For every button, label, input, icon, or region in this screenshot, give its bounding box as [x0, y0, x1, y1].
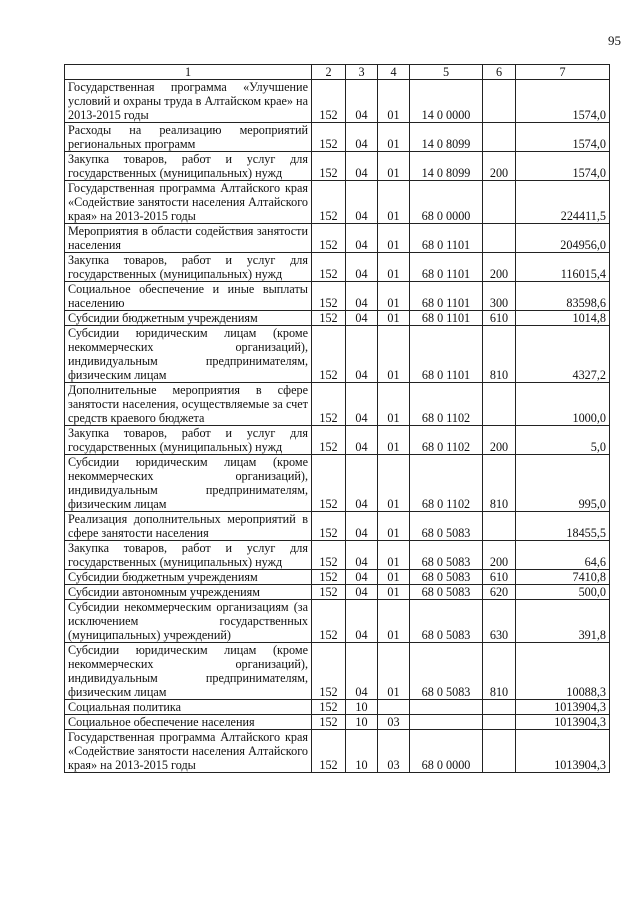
target-item-code-cell	[410, 715, 483, 730]
ministry-code-cell: 152	[312, 715, 346, 730]
amount-cell: 4327,2	[516, 326, 610, 383]
subsection-code-cell: 01	[378, 123, 410, 152]
amount-cell: 1574,0	[516, 152, 610, 181]
section-code-cell: 04	[346, 253, 378, 282]
amount-cell: 1013904,3	[516, 700, 610, 715]
expense-type-cell	[483, 730, 516, 773]
amount-cell: 995,0	[516, 455, 610, 512]
section-code-cell: 04	[346, 123, 378, 152]
section-code-cell: 04	[346, 181, 378, 224]
ministry-code-cell: 152	[312, 181, 346, 224]
expense-type-cell: 620	[483, 585, 516, 600]
expense-type-cell	[483, 224, 516, 253]
section-code-cell: 04	[346, 80, 378, 123]
table-row	[65, 512, 610, 541]
ministry-code-cell: 152	[312, 541, 346, 570]
ministry-code-cell: 152	[312, 383, 346, 426]
section-code-cell: 04	[346, 282, 378, 311]
table-row	[65, 123, 610, 152]
table-header-row	[65, 65, 610, 80]
ministry-code-cell: 152	[312, 585, 346, 600]
section-code-cell: 04	[346, 455, 378, 512]
target-item-code-cell: 68 0 1102	[410, 383, 483, 426]
target-item-code-cell	[410, 700, 483, 715]
expense-type-cell: 200	[483, 152, 516, 181]
expense-type-cell: 200	[483, 541, 516, 570]
table-row	[65, 80, 610, 123]
expense-type-cell	[483, 715, 516, 730]
amount-cell: 1014,8	[516, 311, 610, 326]
section-code-cell: 04	[346, 570, 378, 585]
row-name-cell: Субсидии юридическим лицам (кроме некоммерческих организаций), индивидуальным предпринимателям, физическим лицам	[65, 455, 312, 512]
row-name-cell: Субсидии бюджетным учреждениям	[65, 570, 312, 585]
expense-type-cell: 610	[483, 570, 516, 585]
column-header: 7	[516, 65, 610, 80]
subsection-code-cell: 01	[378, 541, 410, 570]
row-name-cell: Социальная политика	[65, 700, 312, 715]
section-code-cell: 04	[346, 224, 378, 253]
target-item-code-cell: 68 0 1102	[410, 455, 483, 512]
amount-cell: 10088,3	[516, 643, 610, 700]
expense-type-cell	[483, 181, 516, 224]
table-row	[65, 715, 610, 730]
row-name-cell: Социальное обеспечение и иные выплаты населению	[65, 282, 312, 311]
budget-table	[64, 64, 610, 773]
row-name-cell: Реализация дополнительных мероприятий в сфере занятости населения	[65, 512, 312, 541]
amount-cell: 83598,6	[516, 282, 610, 311]
ministry-code-cell: 152	[312, 282, 346, 311]
row-name-cell: Закупка товаров, работ и услуг для государственных (муниципальных) нужд	[65, 426, 312, 455]
target-item-code-cell: 68 0 1101	[410, 282, 483, 311]
amount-cell: 1574,0	[516, 123, 610, 152]
expense-type-cell	[483, 80, 516, 123]
expense-type-cell	[483, 123, 516, 152]
column-header: 1	[65, 65, 312, 80]
target-item-code-cell: 68 0 1101	[410, 253, 483, 282]
section-code-cell: 04	[346, 311, 378, 326]
ministry-code-cell: 152	[312, 326, 346, 383]
expense-type-cell: 610	[483, 311, 516, 326]
ministry-code-cell: 152	[312, 700, 346, 715]
table-row	[65, 224, 610, 253]
subsection-code-cell: 01	[378, 600, 410, 643]
row-name-cell: Мероприятия в области содействия занятости населения	[65, 224, 312, 253]
target-item-code-cell: 68 0 0000	[410, 181, 483, 224]
row-name-cell: Закупка товаров, работ и услуг для государственных (муниципальных) нужд	[65, 541, 312, 570]
subsection-code-cell	[378, 700, 410, 715]
row-name-cell: Государственная программа Алтайского края «Содействие занятости населения Алтайского края» на 2013-2015 годы	[65, 730, 312, 773]
amount-cell: 7410,8	[516, 570, 610, 585]
table-row	[65, 326, 610, 383]
amount-cell: 391,8	[516, 600, 610, 643]
column-header: 6	[483, 65, 516, 80]
row-name-cell: Закупка товаров, работ и услуг для государственных (муниципальных) нужд	[65, 152, 312, 181]
subsection-code-cell: 01	[378, 643, 410, 700]
ministry-code-cell: 152	[312, 123, 346, 152]
expense-type-cell: 810	[483, 455, 516, 512]
amount-cell: 1013904,3	[516, 715, 610, 730]
target-item-code-cell: 68 0 5083	[410, 570, 483, 585]
ministry-code-cell: 152	[312, 311, 346, 326]
target-item-code-cell: 68 0 5083	[410, 643, 483, 700]
table-row	[65, 455, 610, 512]
column-header: 5	[410, 65, 483, 80]
table-row	[65, 541, 610, 570]
section-code-cell: 10	[346, 730, 378, 773]
ministry-code-cell: 152	[312, 224, 346, 253]
row-name-cell: Субсидии юридическим лицам (кроме некоммерческих организаций), индивидуальным предпринимателям, физическим лицам	[65, 326, 312, 383]
target-item-code-cell: 68 0 5083	[410, 512, 483, 541]
table-row	[65, 282, 610, 311]
amount-cell: 1013904,3	[516, 730, 610, 773]
expense-type-cell: 630	[483, 600, 516, 643]
ministry-code-cell: 152	[312, 730, 346, 773]
row-name-cell: Субсидии юридическим лицам (кроме некоммерческих организаций), индивидуальным предпринимателям, физическим лицам	[65, 643, 312, 700]
subsection-code-cell: 01	[378, 383, 410, 426]
ministry-code-cell: 152	[312, 426, 346, 455]
section-code-cell: 04	[346, 585, 378, 600]
ministry-code-cell: 152	[312, 600, 346, 643]
subsection-code-cell: 01	[378, 181, 410, 224]
table-row	[65, 585, 610, 600]
row-name-cell: Государственная программа «Улучшение условий и охраны труда в Алтайском крае» на 2013-2015 годы	[65, 80, 312, 123]
table-row	[65, 181, 610, 224]
target-item-code-cell: 68 0 1102	[410, 426, 483, 455]
ministry-code-cell: 152	[312, 80, 346, 123]
amount-cell: 500,0	[516, 585, 610, 600]
column-header: 4	[378, 65, 410, 80]
expense-type-cell	[483, 383, 516, 426]
table-row	[65, 643, 610, 700]
ministry-code-cell: 152	[312, 152, 346, 181]
amount-cell: 224411,5	[516, 181, 610, 224]
target-item-code-cell: 68 0 1101	[410, 311, 483, 326]
section-code-cell: 04	[346, 426, 378, 455]
subsection-code-cell: 01	[378, 570, 410, 585]
table-row	[65, 311, 610, 326]
ministry-code-cell: 152	[312, 512, 346, 541]
amount-cell: 204956,0	[516, 224, 610, 253]
ministry-code-cell: 152	[312, 253, 346, 282]
subsection-code-cell: 01	[378, 311, 410, 326]
subsection-code-cell: 01	[378, 282, 410, 311]
subsection-code-cell: 03	[378, 715, 410, 730]
subsection-code-cell: 01	[378, 80, 410, 123]
amount-cell: 1000,0	[516, 383, 610, 426]
column-header: 3	[346, 65, 378, 80]
row-name-cell: Субсидии автономным учреждениям	[65, 585, 312, 600]
section-code-cell: 10	[346, 700, 378, 715]
target-item-code-cell: 68 0 5083	[410, 585, 483, 600]
table-row	[65, 700, 610, 715]
target-item-code-cell: 14 0 8099	[410, 123, 483, 152]
table-row	[65, 730, 610, 773]
subsection-code-cell: 01	[378, 426, 410, 455]
table-row	[65, 253, 610, 282]
ministry-code-cell: 152	[312, 643, 346, 700]
target-item-code-cell: 68 0 5083	[410, 600, 483, 643]
subsection-code-cell: 01	[378, 152, 410, 181]
row-name-cell: Расходы на реализацию мероприятий региональных программ	[65, 123, 312, 152]
expense-type-cell: 810	[483, 326, 516, 383]
subsection-code-cell: 01	[378, 455, 410, 512]
subsection-code-cell: 01	[378, 224, 410, 253]
table-row	[65, 570, 610, 585]
row-name-cell: Дополнительные мероприятия в сфере занятости населения, осуществляемые за счет средств краевого бюджета	[65, 383, 312, 426]
page-number: 95	[608, 33, 621, 48]
target-item-code-cell: 68 0 1101	[410, 326, 483, 383]
ministry-code-cell: 152	[312, 455, 346, 512]
target-item-code-cell: 14 0 8099	[410, 152, 483, 181]
row-name-cell: Закупка товаров, работ и услуг для государственных (муниципальных) нужд	[65, 253, 312, 282]
section-code-cell: 04	[346, 512, 378, 541]
subsection-code-cell: 01	[378, 253, 410, 282]
row-name-cell: Социальное обеспечение населения	[65, 715, 312, 730]
table-body	[65, 80, 610, 773]
section-code-cell: 04	[346, 152, 378, 181]
section-code-cell: 04	[346, 383, 378, 426]
table-row	[65, 426, 610, 455]
table-row	[65, 152, 610, 181]
column-header: 2	[312, 65, 346, 80]
amount-cell: 18455,5	[516, 512, 610, 541]
subsection-code-cell: 01	[378, 512, 410, 541]
amount-cell: 1574,0	[516, 80, 610, 123]
target-item-code-cell: 68 0 1101	[410, 224, 483, 253]
row-name-cell: Субсидии некоммерческим организациям (за исключением государственных (муниципальных) учреждений)	[65, 600, 312, 643]
target-item-code-cell: 68 0 5083	[410, 541, 483, 570]
expense-type-cell	[483, 512, 516, 541]
expense-type-cell: 200	[483, 426, 516, 455]
expense-type-cell: 300	[483, 282, 516, 311]
target-item-code-cell: 14 0 0000	[410, 80, 483, 123]
amount-cell: 5,0	[516, 426, 610, 455]
expense-type-cell	[483, 700, 516, 715]
row-name-cell: Субсидии бюджетным учреждениям	[65, 311, 312, 326]
subsection-code-cell: 01	[378, 326, 410, 383]
table-row	[65, 383, 610, 426]
section-code-cell: 04	[346, 541, 378, 570]
section-code-cell: 10	[346, 715, 378, 730]
expense-type-cell: 200	[483, 253, 516, 282]
section-code-cell: 04	[346, 600, 378, 643]
ministry-code-cell: 152	[312, 570, 346, 585]
subsection-code-cell: 03	[378, 730, 410, 773]
section-code-cell: 04	[346, 643, 378, 700]
amount-cell: 116015,4	[516, 253, 610, 282]
row-name-cell: Государственная программа Алтайского края «Содействие занятости населения Алтайского края» на 2013-2015 годы	[65, 181, 312, 224]
expense-type-cell: 810	[483, 643, 516, 700]
table-row	[65, 600, 610, 643]
subsection-code-cell: 01	[378, 585, 410, 600]
amount-cell: 64,6	[516, 541, 610, 570]
target-item-code-cell: 68 0 0000	[410, 730, 483, 773]
section-code-cell: 04	[346, 326, 378, 383]
